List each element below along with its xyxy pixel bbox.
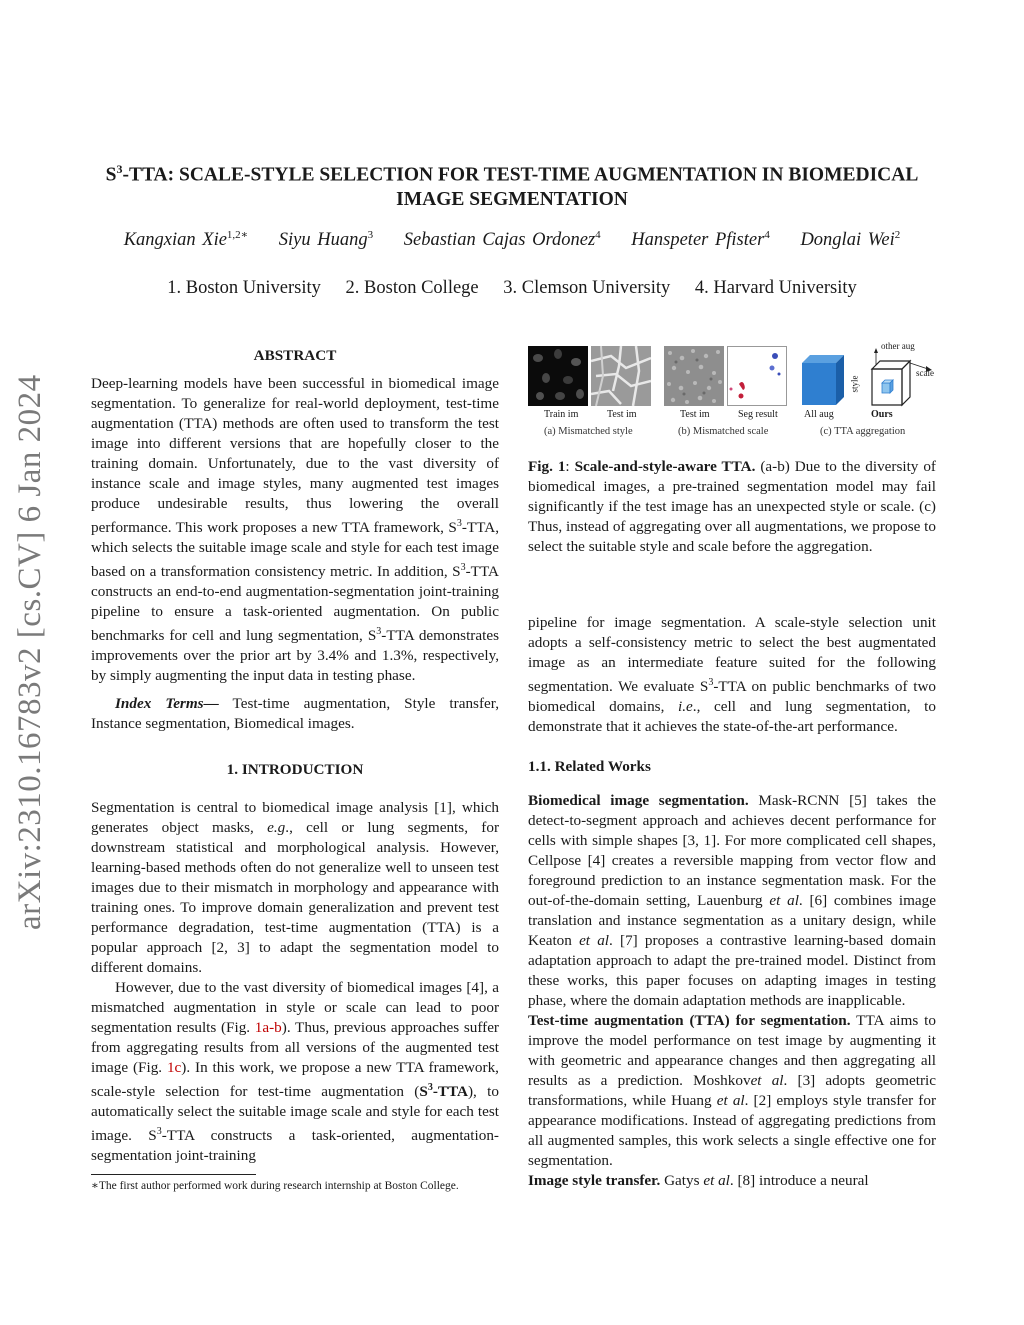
figure-ref-link[interactable]: 1c [166, 1059, 182, 1077]
tta-cubes-diagram [796, 343, 941, 413]
author: Donglai Wei$^2$ [800, 229, 901, 251]
arxiv-side-label: arXiv:2310.16783v2 [cs.CV] 6 Jan 2024 [12, 374, 48, 930]
all-aug-cube-front [802, 363, 836, 405]
thumb-label: Test im [680, 409, 710, 420]
intro-heading: 1. INTRODUCTION [226, 761, 364, 779]
related-paragraph-1: Biomedical image segmentation. Mask-RCNN [5] takes the detect-to-segment approach and achieves decent performance for cells with simple shapes [3, 1]. For more complicated cell shapes, Cellpose [4] creates a reversible mapping from vector flow and foreground prediction to an instance segmentation mask. For the out-of-the-domain setting, Lauenburg et al. [6] combines image translation and instance segmentation as a unitary design, while Keaton et al. [7] proposes a contrastive learning-based domain adaptation approach to adapt the pre-trained model. Distinct from these works, this paper focuses on adapting images in testing phase, where the domain adaptation methods are inapplicable. [528, 792, 937, 1010]
figure-ref-link[interactable]: 1a-b [254, 1019, 282, 1037]
intro-paragraph-2: However, due to the vast diversity of biomedical images [4], a mismatched augmentation in style or scale can lead to poor segmentation results (Fig. 1a-b). Thus, previous approaches suffer from aggregating results from all versions of the augmented test image (Fig. 1c). In this work, we propose a new TTA framework, scale-style selection for test-time augmentation $(S^3-TTA)$, to automatically select the suitable image scale and style for each test image. $S^3$-TTA constructs a task-oriented, augmentation-segmentation joint-training [91, 979, 499, 1165]
abstract-heading: ABSTRACT [253, 347, 337, 364]
author-list [80, 228, 944, 251]
sub-caption-b: (b) Mismatched scale [678, 426, 769, 437]
thumb-label: Ours [871, 409, 893, 420]
affiliation-list [80, 278, 944, 299]
author: Siyu Huang$^3$ [278, 229, 374, 251]
ours-small-cube [882, 383, 890, 393]
figure-1 [528, 343, 938, 443]
thumb-label: Train im [544, 409, 579, 420]
right-column [528, 613, 936, 1191]
affiliation: 2. Boston College [345, 278, 479, 298]
affiliation: 3. Clemson University [503, 278, 671, 298]
author: Sebastian Cajas Ordonez$^4$ [403, 229, 601, 251]
figure-caption: Fig. 1: Scale-and-style-aware TTA. (a-b) Due to the diversity of biomedical images, a pre-trained segmentation model may fail significantly if the test image has an unexpected style or scale. (c) Thus, instead of aggregating over all augmentations, we propose to select the suitable style and scale before the aggregation. [528, 458, 936, 555]
footnote: ∗The first author performed work during research internship at Boston College. [91, 1180, 459, 1192]
thumb-label: Test im [607, 409, 637, 420]
author: Kangxian Xie$^{1,2∗}$ [123, 229, 249, 251]
left-column [91, 346, 499, 1166]
index-terms: Index Terms— Test-time augmentation, Style transfer, Instance segmentation, Biomedical images. [91, 695, 499, 733]
related-paragraph-3: Image style transfer. Gatys et al. [8] introduce a neural [528, 1172, 869, 1190]
affiliation: 4. Harvard University [694, 278, 857, 298]
test-image-scale-thumb [664, 346, 724, 406]
footnote-rule [91, 1174, 256, 1175]
axis-label-scale: scale [916, 368, 934, 378]
paper-title: $S^3$-TTA: SCALE-STYLE SELECTION FOR TEST-TIME AUGMENTATION IN BIOMEDICAL IMAGE SEGMENTATION [105, 162, 919, 210]
test-image-thumb [591, 346, 651, 406]
related-works-heading: 1.1. Related Works [528, 758, 651, 776]
footnote-area [91, 1174, 499, 1194]
related-paragraph-2: Test-time augmentation (TTA) for segmentation. TTA aims to improve the model performance on test image by augmenting it with geometric and appearance changes and then aggregating all results as a prediction. Moshkovet al. [3] adopts geometric transformations, while Huang et al. [2] employs style transfer for appearance modifications. Instead of aggregating predictions from all augmented samples, this work selects a single effective one for segmentation. [528, 1012, 936, 1170]
axis-label-other-aug: other aug [881, 341, 915, 351]
author: Hanspeter Pfister$^4$ [631, 229, 770, 251]
affiliation: 1. Boston University [167, 278, 321, 298]
thumb-label: Seg result [738, 409, 778, 420]
intro-continuation: pipeline for image segmentation. A scale-style selection unit adopts a self-consistency metric to select the best augmentated image as an intermediate feature suited for the following segmentation. We evaluate $S^3$-TTA on public benchmarks of two biomedical domains, i.e., cell and lung segmentation, to demonstrate that it achieves the state-of-the-art performance. [528, 614, 937, 736]
all-aug-cube-side [836, 355, 844, 405]
sub-caption-c: (c) TTA aggregation [820, 426, 906, 437]
abstract-text: Deep-learning models have been successful in biomedical image segmentation. To generalize for real-world deployment, test-time augmentation (TTA) methods are often used to transform the test image into different versions that are hopefully closer to the training domain. Unfortunately, due to the vast diversity of instance scale and image styles, many augmented test images produce undesirable results, thus lowering the overall performance. This work proposes a new TTA framework, $S^3$-TTA, which selects the suitable image scale and style for each test image based on a transformation consistency metric. In addition, $S^3$-TTA constructs an end-to-end augmentation-segmentation joint-training pipeline to ensure a task-oriented augmentation. On public benchmarks for cell and lung segmentation, $S^3$-TTA demonstrates improvements over the prior art by 3.4% and 1.3%, respectively, by simply augmenting the input data in testing phase. [91, 375, 499, 685]
seg-result-thumb [727, 346, 787, 406]
sub-caption-a: (a) Mismatched style [544, 426, 633, 437]
intro-paragraph-1: Segmentation is central to biomedical image analysis [1], which generates object masks, e.g., cell or lung segments, for downstream statistical and morphological analysis. However, learning-based methods often do not generalize well to unseen test images due to their mismatch in morphology and appearance with training ones. To improve domain generalization and prevent test performance degradation, test-time augmentation (TTA) is a popular approach [2, 3] to adapt the segmentation model to different domains. [91, 799, 500, 977]
train-image-thumb [528, 346, 588, 406]
axis-label-style: style [849, 375, 860, 393]
thumb-label: All aug [804, 409, 834, 420]
